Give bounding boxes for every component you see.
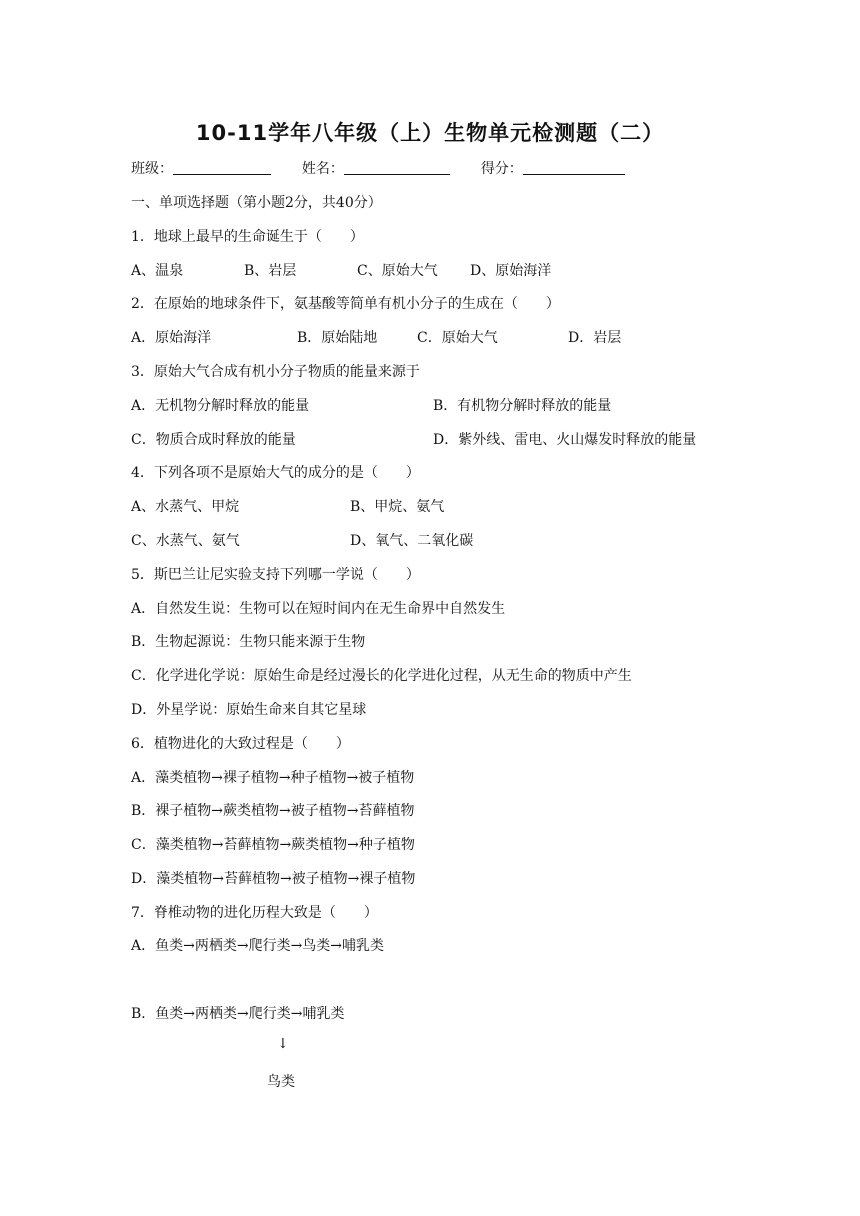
option-b: B、甲烷、氨气 [350, 499, 445, 515]
name-label: 姓名： [301, 161, 344, 177]
name-blank[interactable] [344, 160, 450, 175]
option-c: C、水蒸气、氨气 [131, 533, 240, 549]
option-a: A、水蒸气、甲烷 [131, 499, 240, 515]
option-d: D．岩层 [568, 330, 622, 346]
option-d: D、氧气、二氧化碳 [350, 533, 474, 549]
question-stem: 3．原始大气合成有机小分子物质的能量来源于 [131, 364, 420, 380]
option-b: B．有机物分解时释放的能量 [433, 398, 612, 414]
branch-label: 鸟类 [267, 1074, 295, 1090]
option-c: C．原始大气 [417, 330, 498, 346]
option-b: B．鱼类→两栖类→爬行类→哺乳类 [131, 1006, 345, 1022]
option-b: B．生物起源说：生物只能来源于生物 [131, 634, 366, 650]
option-b: B．裸子植物→蕨类植物→被子植物→苔藓植物 [131, 803, 415, 819]
option-a: A．鱼类→两栖类→爬行类→鸟类→哺乳类 [131, 938, 385, 954]
option-d: D、原始海洋 [470, 263, 552, 279]
down-arrow-icon: ↓ [277, 1036, 289, 1052]
option-a: A．无机物分解时释放的能量 [131, 398, 310, 414]
option-a: A．原始海洋 [131, 330, 212, 346]
option-d: D．紫外线、雷电、火山爆发时释放的能量 [433, 432, 697, 448]
page-title: 10-11学年八年级（上）生物单元检测题（二） [195, 121, 665, 145]
class-blank[interactable] [173, 160, 271, 175]
option-a: A．自然发生说：生物可以在短时间内在无生命界中自然发生 [131, 601, 506, 617]
option-c: C、原始大气 [357, 263, 438, 279]
option-d: D．外星学说：原始生命来自其它星球 [131, 702, 367, 718]
option-a: A．藻类植物→裸子植物→种子植物→被子植物 [131, 770, 415, 786]
score-blank[interactable] [523, 160, 625, 175]
score-label: 得分： [480, 161, 523, 177]
class-label: 班级： [131, 161, 173, 177]
question-stem: 1．地球上最早的生命诞生于（ ） [131, 229, 364, 245]
option-d: D．藻类植物→苔藓植物→被子植物→裸子植物 [131, 871, 416, 887]
question-stem: 6．植物进化的大致过程是（ ） [131, 736, 350, 752]
option-a: A、温泉 [131, 263, 184, 279]
option-c: C．物质合成时释放的能量 [131, 432, 296, 448]
question-stem: 5．斯巴兰让尼实验支持下列哪一学说（ ） [131, 567, 420, 583]
section-heading: 一、单项选择题（第小题2分，共40分） [131, 195, 382, 211]
question-stem: 2．在原始的地球条件下，氨基酸等简单有机小分子的生成在（ ） [131, 296, 560, 312]
option-b: B、岩层 [244, 263, 297, 279]
option-b: B．原始陆地 [297, 330, 378, 346]
question-stem: 4．下列各项不是原始大气的成分的是（ ） [131, 465, 420, 481]
header-fields [131, 158, 625, 178]
option-c: C．化学进化学说：原始生命是经过漫长的化学进化过程，从无生命的物质中产生 [131, 668, 632, 684]
option-c: C．藻类植物→苔藓植物→蕨类植物→种子植物 [131, 837, 415, 853]
question-stem: 7．脊椎动物的进化历程大致是（ ） [131, 905, 378, 921]
